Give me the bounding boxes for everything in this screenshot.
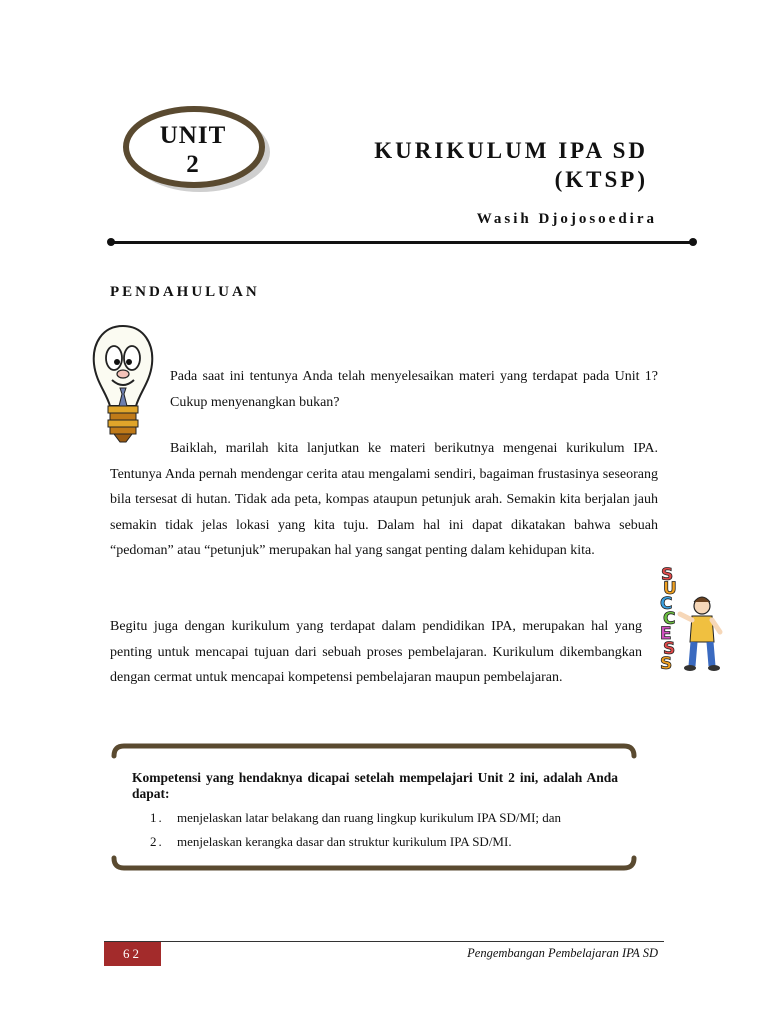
title-divider [110,241,694,244]
page-number: 62 [104,942,161,966]
success-letter: U [663,579,677,599]
footer-divider [104,941,664,942]
unit-label [120,121,266,179]
success-letter: S [663,639,676,659]
list-item-text: menjelaskan kerangka dasar dan struktur kurikulum IPA SD/MI. [177,834,512,849]
section-heading: PENDAHULUAN [110,284,260,300]
intro-paragraph-2: Baiklah, marilah kita lanjutkan ke materi berikutnya mengenai kurikulum IPA. Tentunya Anda pernah mendengar cerita atau mengalami sendiri, bagaiman frustasinya seseorang bila tersesat di hutan. Tidak ada peta, kompas ataupun petunjuk arah. Semakin kita berjalan jauh semakin tidak jelas lokasi yang kita tuju. Dalam hal ini dapat dikatakan bahwa sebuah “pedoman” atau “petunjuk” merupakan hal yang sangat penting dalam kehidupan kita. [110,441,658,559]
page-title [374,136,648,194]
cartoon-lightbulb-icon [88,322,158,446]
author-name: Wasih Djojosoedira [476,211,657,227]
list-item [150,830,620,854]
list-item-number: 2. [150,834,164,849]
competency-heading: Kompetensi yang hendaknya dicapai setelah mempelajari Unit 2 ini, adalah Anda dapat: [132,770,618,801]
unit-number: 2 [186,151,200,178]
list-item-number: 1. [150,810,164,825]
success-letter: C [663,609,676,629]
list-item-text: menjelaskan latar belakang dan ruang lingkup kurikulum IPA SD/MI; dan [177,810,562,825]
success-letter: S [660,654,673,674]
title-line-2: (KTSP) [554,167,648,192]
title-line-1: KURIKULUM IPA SD [374,138,648,163]
success-letter: S [661,565,674,585]
list-item [150,806,620,830]
success-figure-icon [652,562,728,674]
footer-book-title: Pengembangan Pembelajaran IPA SD [467,946,658,960]
intro-paragraph-3: Begitu juga dengan kurikulum yang terdapat dalam pendidikan IPA, merupakan hal yang penting untuk mencapai tujuan dari sebuah proses pembelajaran. Kurikulum dikembangkan dengan cermat untuk mencapai kompetensi pembelajaran maupun pembelajaran. [110,619,642,686]
intro-paragraph-1: Pada saat ini tentunya Anda telah menyelesaikan materi yang terdapat pada Unit 1? Cukup menyenangkan bukan? [170,369,658,410]
competency-list [150,806,620,854]
success-letter: C [660,594,673,614]
unit-label-text: UNIT [159,122,227,149]
success-letter: E [660,624,672,644]
